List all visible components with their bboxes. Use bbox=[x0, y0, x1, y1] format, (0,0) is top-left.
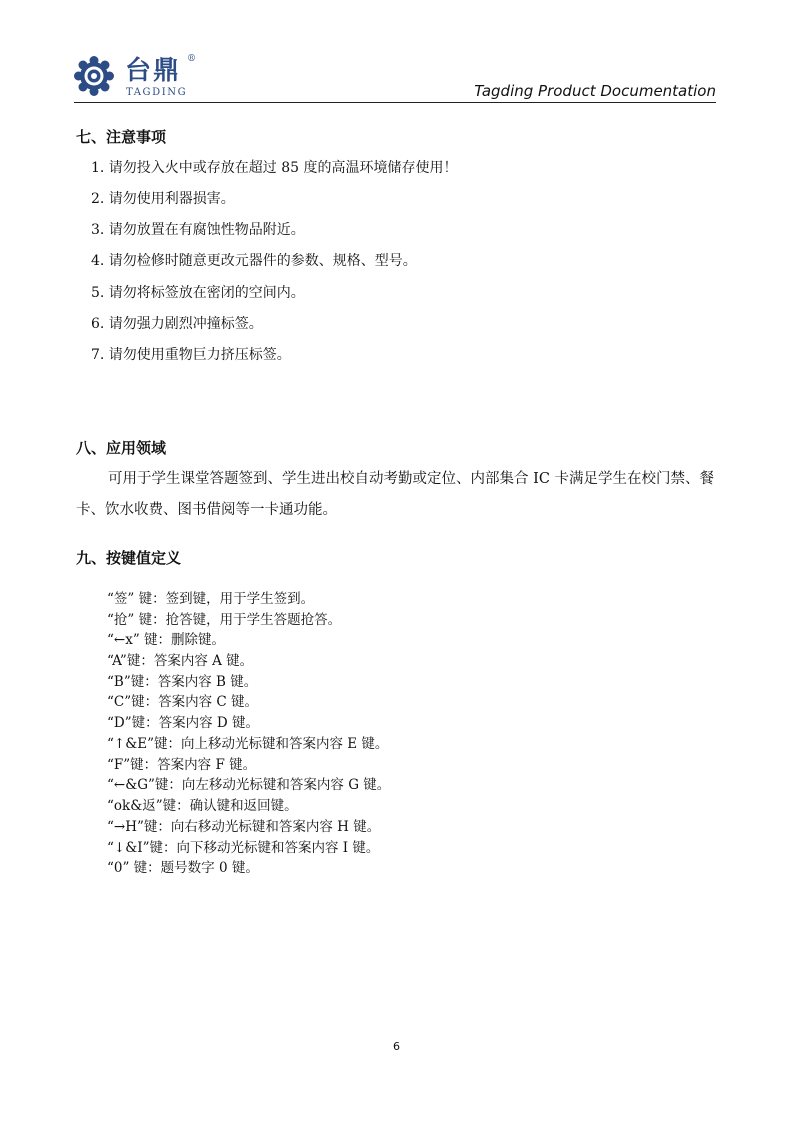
page-header bbox=[74, 54, 716, 104]
key-definition: “B”键：答案内容 B 键。 bbox=[107, 674, 258, 690]
key-definition: “↓&I”键：向下移动光标键和答案内容 I 键。 bbox=[107, 840, 380, 856]
applications-paragraph: 可用于学生课堂答题签到、学生进出校自动考勤或定位、内部集合 IC 卡满足学生在校门禁、餐卡、饮水收费、图书借阅等一卡通功能。 bbox=[76, 471, 715, 518]
section-heading-precautions: 七、注意事项 bbox=[76, 128, 167, 146]
brand-name-cn: 台鼎 bbox=[125, 56, 182, 86]
key-definition: “签” 键：签到键，用于学生签到。 bbox=[107, 591, 315, 607]
precaution-item: 2. 请勿使用利器损害。 bbox=[91, 191, 235, 207]
section-heading-key-definitions: 九、按键值定义 bbox=[76, 549, 182, 567]
precaution-item: 1. 请勿投入火中或存放在超过 85 度的高温环境储存使用！ bbox=[91, 160, 458, 176]
key-definition: “←x” 键：删除键。 bbox=[107, 632, 226, 648]
precaution-item: 4. 请勿检修时随意更改元器件的参数、规格、型号。 bbox=[91, 253, 417, 269]
key-definition: “↑&E”键：向上移动光标键和答案内容 E 键。 bbox=[107, 736, 389, 752]
key-definition: “ok&返”键：确认键和返回键。 bbox=[107, 798, 298, 814]
key-definition: “←&G”键：向左移动光标键和答案内容 G 键。 bbox=[107, 777, 391, 793]
tagding-logo-icon bbox=[74, 56, 114, 96]
section-heading-applications: 八、应用领域 bbox=[76, 439, 167, 457]
precaution-item: 5. 请勿将标签放在密闭的空间内。 bbox=[91, 285, 305, 301]
key-definition: “A”键：答案内容 A 键。 bbox=[107, 653, 254, 669]
key-definition: “抢” 键：抢答键，用于学生答题抢答。 bbox=[107, 612, 342, 628]
precaution-item: 7. 请勿使用重物巨力挤压标签。 bbox=[91, 347, 291, 363]
header-divider bbox=[74, 102, 716, 103]
page-number: 6 bbox=[393, 1040, 400, 1053]
key-definition: “0” 键：题号数字 0 键。 bbox=[107, 860, 259, 876]
precaution-item: 6. 请勿强力剧烈冲撞标签。 bbox=[91, 316, 263, 332]
brand-name-en: TAGDING bbox=[126, 87, 188, 98]
precaution-item: 3. 请勿放置在有腐蚀性物品附近。 bbox=[91, 222, 305, 238]
registered-mark: ® bbox=[187, 54, 196, 64]
key-definition: “D”键：答案内容 D 键。 bbox=[107, 715, 260, 731]
key-definition: “C”键：答案内容 C 键。 bbox=[107, 694, 259, 710]
document-title: Tagding Product Documentation bbox=[474, 82, 716, 100]
key-definition: “F”键：答案内容 F 键。 bbox=[107, 757, 257, 773]
key-definition: “→H”键：向右移动光标键和答案内容 H 键。 bbox=[107, 819, 381, 835]
